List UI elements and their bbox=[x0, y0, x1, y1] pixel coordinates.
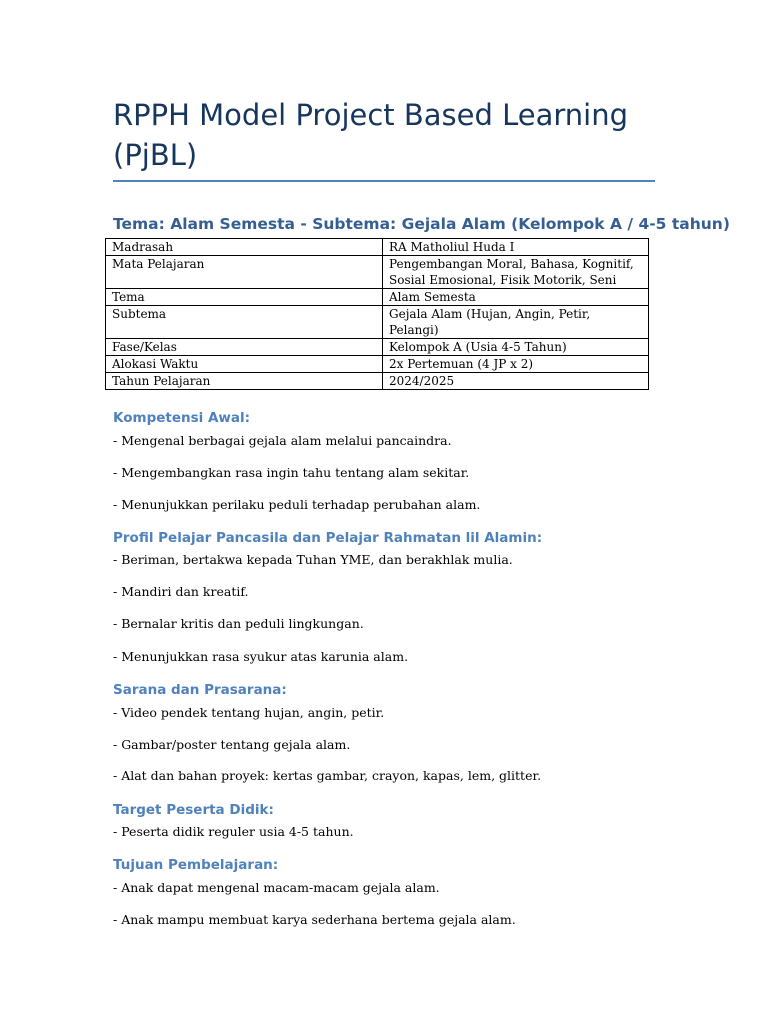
document-title: RPPH Model Project Based Learning (PjBL) bbox=[113, 98, 629, 172]
section-heading-profil-pelajar: Profil Pelajar Pancasila dan Pelajar Rahmatan lil Alamin: bbox=[113, 530, 543, 546]
table-row bbox=[106, 306, 649, 339]
list-item: - Anak dapat mengenal macam-macam gejala alam. bbox=[113, 880, 440, 895]
table-row bbox=[106, 256, 649, 289]
table-key: Madrasah bbox=[106, 239, 383, 256]
table-row bbox=[106, 373, 649, 390]
table-key: Alokasi Waktu bbox=[106, 356, 383, 373]
tema-heading: Tema: Alam Semesta - Subtema: Gejala Alam (Kelompok A / 4-5 tahun) bbox=[113, 215, 730, 233]
table-value: Gejala Alam (Hujan, Angin, Petir, Pelangi) bbox=[383, 306, 649, 339]
table-key: Fase/Kelas bbox=[106, 339, 383, 356]
table-key: Tema bbox=[106, 289, 383, 306]
table-row bbox=[106, 289, 649, 306]
list-item: - Mandiri dan kreatif. bbox=[113, 584, 249, 599]
section-heading-sarana-prasarana: Sarana dan Prasarana: bbox=[113, 682, 287, 698]
table-key: Mata Pelajaran bbox=[106, 256, 383, 289]
table-value: Kelompok A (Usia 4-5 Tahun) bbox=[383, 339, 649, 356]
list-item: - Anak mampu membuat karya sederhana bertema gejala alam. bbox=[113, 912, 516, 927]
table-row bbox=[106, 356, 649, 373]
list-item: - Menunjukkan perilaku peduli terhadap perubahan alam. bbox=[113, 497, 481, 512]
table-key: Subtema bbox=[106, 306, 383, 339]
title-underline bbox=[113, 180, 655, 182]
list-item: - Menunjukkan rasa syukur atas karunia alam. bbox=[113, 649, 409, 664]
table-value: Alam Semesta bbox=[383, 289, 649, 306]
list-item: - Video pendek tentang hujan, angin, petir. bbox=[113, 705, 385, 720]
section-heading-target-peserta: Target Peserta Didik: bbox=[113, 802, 274, 818]
section-heading-kompetensi-awal: Kompetensi Awal: bbox=[113, 410, 251, 426]
list-item: - Beriman, bertakwa kepada Tuhan YME, dan berakhlak mulia. bbox=[113, 552, 513, 567]
table-row bbox=[106, 339, 649, 356]
table-row bbox=[106, 239, 649, 256]
table-value: Pengembangan Moral, Bahasa, Kognitif, Sosial Emosional, Fisik Motorik, Seni bbox=[383, 256, 649, 289]
list-item: - Peserta didik reguler usia 4-5 tahun. bbox=[113, 824, 354, 839]
list-item: - Alat dan bahan proyek: kertas gambar, crayon, kapas, lem, glitter. bbox=[113, 768, 542, 783]
list-item: - Mengembangkan rasa ingin tahu tentang alam sekitar. bbox=[113, 465, 470, 480]
table-value: 2x Pertemuan (4 JP x 2) bbox=[383, 356, 649, 373]
table-value: 2024/2025 bbox=[383, 373, 649, 390]
list-item: - Mengenal berbagai gejala alam melalui pancaindra. bbox=[113, 433, 452, 448]
table-key: Tahun Pelajaran bbox=[106, 373, 383, 390]
table-value: RA Matholiul Huda I bbox=[383, 239, 649, 256]
info-table bbox=[105, 238, 649, 390]
list-item: - Bernalar kritis dan peduli lingkungan. bbox=[113, 616, 364, 631]
list-item: - Gambar/poster tentang gejala alam. bbox=[113, 737, 351, 752]
section-heading-tujuan-pembelajaran: Tujuan Pembelajaran: bbox=[113, 857, 279, 873]
